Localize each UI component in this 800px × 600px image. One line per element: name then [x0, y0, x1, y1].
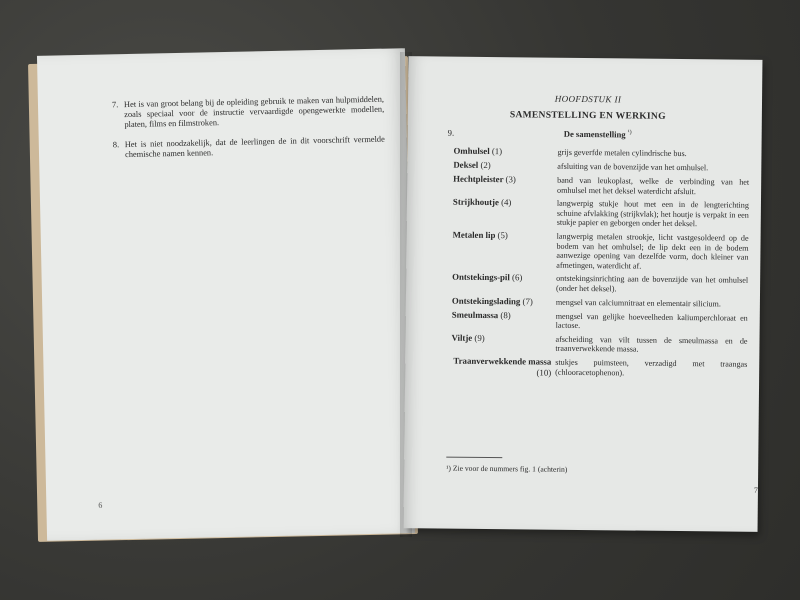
part-name: Omhulsel (1)	[453, 145, 503, 157]
footnote-divider	[446, 457, 502, 459]
part-name: Smeulmassa (8)	[451, 309, 511, 320]
part-description: afsluiting van de bovenzijde van het omhulsel.	[557, 161, 709, 173]
chapter-heading: HOOFDSTUK II	[554, 93, 622, 105]
part-name: Viltje (9)	[451, 332, 485, 343]
page-number-right: 7	[753, 485, 759, 495]
part-name: Hechtpleister (3)	[453, 173, 516, 185]
parts-list	[451, 146, 749, 384]
part-description: grijs geverfde metalen cylindrische bus.	[557, 147, 687, 159]
subsection-title	[448, 128, 748, 141]
part-description: band van leukoplast, welke de verbinding van het omhulsel met het deksel waterdicht afsluit.	[557, 175, 750, 196]
list-item	[451, 356, 747, 381]
left-page	[37, 48, 415, 541]
right-page	[404, 56, 763, 532]
part-name: Metalen lip (5)	[452, 229, 508, 241]
list-item	[113, 135, 385, 161]
list-item	[452, 272, 748, 295]
part-name: Deksel (2)	[453, 159, 491, 171]
list-item	[452, 230, 748, 272]
part-description: ontstekingsinrichting aan de bovenzijde van het omhulsel (onder het deksel).	[556, 274, 749, 294]
page-number-left: 6	[98, 500, 103, 510]
list-item	[112, 95, 385, 131]
footnote: ¹) Zie voor de nummers fig. 1 (achterin)	[446, 463, 568, 474]
part-description: langwerpig stukje hout met een in de lengterichting schuine afvlakking (strijkvlak); het houtje is verpakt in een stukje papier en geborgen onder het deksel.	[556, 198, 749, 229]
list-item	[452, 295, 748, 309]
part-name: Strijkhoutje (4)	[452, 196, 512, 208]
footnote-mark: ¹)	[627, 129, 632, 136]
part-description: mengsel van calciumnitraat en elementair silicium.	[555, 297, 721, 308]
part-description: mengsel van gelijke hoeveelheden kaliumperchloraat en lactose.	[555, 311, 748, 331]
section-title: SAMENSTELLING EN WERKING	[509, 110, 666, 122]
subsection-number: 9.	[447, 127, 455, 138]
list-item	[453, 160, 749, 174]
list-item	[453, 174, 749, 197]
item-text: Het is van groot belang bij de opleiding gebruik te maken van hulpmiddelen, zoals speciaal voor de instructie vervaardigde opengewerkte modellen, platen, films en filmstroken.	[123, 94, 385, 130]
subsection-title-text: De samenstelling	[563, 128, 626, 140]
part-name: Ontstekingslading (7)	[451, 295, 533, 307]
item-text: Het is niet noodzakelijk, dat de leerlingen de in dit voorschrift vermelde chemische namen kennen.	[124, 134, 385, 160]
part-name: Ontstekings-pil (6)	[452, 271, 523, 283]
list-item	[452, 309, 748, 332]
item-number: 8.	[112, 140, 120, 150]
subsection-heading	[447, 127, 748, 140]
list-item	[453, 197, 749, 230]
left-page-text	[112, 95, 385, 171]
right-page-content	[428, 56, 759, 495]
part-description: afscheiding van vilt tussen de smeulmassa en de traanverwekkende massa.	[555, 334, 748, 354]
part-description: stukjes puimsteen, verzadigd met traangas (chlooracetophenon).	[555, 357, 748, 377]
part-description: langwerpig metalen strookje, licht vastgesoldeerd op de bodem van het omhulsel; de lip dekt een in de bodem aanwezige opening van dezelfde vorm, doch kleiner van afmetingen, waterdicht af.	[556, 231, 749, 271]
list-item	[453, 146, 749, 160]
part-name: Traanverwekkende massa (10)	[453, 355, 552, 378]
item-number: 7.	[111, 100, 119, 110]
list-item	[451, 332, 747, 355]
